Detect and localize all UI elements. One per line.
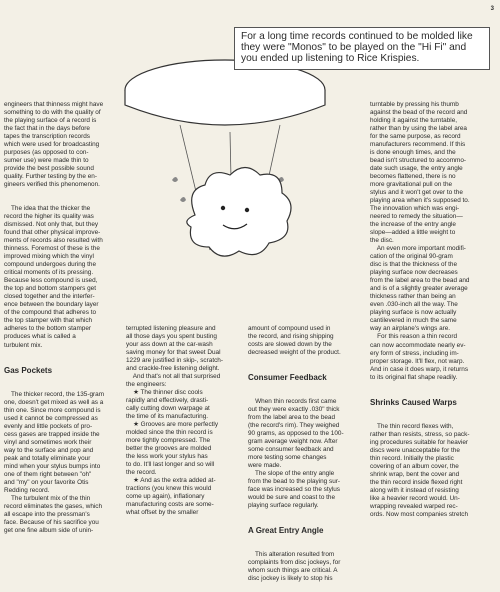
text-line: to do. It'll last longer and so will [126,461,215,469]
text-line: the thin record inside flexed right [370,478,463,486]
text-line: The thicker record, the 135-gram [4,390,105,398]
text-line: For this reason a thin record [370,333,458,341]
text-line: peak and totally eliminate your [4,454,91,462]
illustration-caption [234,27,490,70]
text-line: ery form of stress, including im- [370,349,459,357]
text-line: turntable by pressing his thumb [370,101,459,109]
text-line: decreased weight of the product. [248,349,341,357]
text-line: the top and bottom stampers get [4,285,97,293]
text-line: which were used for broadcasting [4,141,100,149]
text-line: slope—added a little weight to [370,229,456,237]
text-line: rapidly and effectively, drasti- [126,397,209,405]
column-2 [126,309,244,517]
text-line: ★ The thinner disc cools [126,389,203,397]
text-line: discs were unacceptable for the [370,446,460,454]
text-line: compound undergoes during the [4,261,97,269]
text-line: the fact that in the days before [4,125,90,133]
text-line: stylus and it won't get over to the [370,189,463,197]
text-line: to its original flat shape readily. [370,373,458,381]
text-line: The idea that the thicker the [4,205,91,213]
text-line: manufacturers recommend. If this [370,141,466,149]
text-line: thin record. Initially the plastic [370,454,454,462]
text-line: some consumer feedback and [248,446,334,454]
text-line: cally cutting down warpage at [126,405,210,413]
text-line: evenly and little pockets of pro- [4,422,93,430]
text-line: found that other physical improve- [4,229,101,237]
text-line: ★ Grooves are more perfectly [126,421,219,429]
text-line: all those days you spent busting [126,333,217,341]
text-line: cation of the original 90-gram [370,253,453,261]
text-line: one of them right between "oh" [4,470,92,478]
column-4 [370,85,496,518]
text-line: date such usage, the entry angle [370,165,463,173]
text-line: the time of its manufacturing. [126,413,209,421]
text-line: can now accommodate nearly ev- [370,341,466,349]
text-line: critical moments of its pressing. [4,269,94,277]
text-line: rather than by using the label area [370,125,467,133]
text-line: The thin record flexes with, [370,422,454,430]
text-line: thinness. Foremost of these is the [4,245,100,253]
text-line: and crackle-free listening delight. [126,365,220,373]
text-line: the less work your stylus has [126,453,208,461]
text-line: your ass down at the car-wash [126,341,213,349]
text-line: vinyl and sometimes work their [4,438,92,446]
text-line: dismissed. Not only that, but they [4,221,99,229]
text-line: amount of compound used in [248,325,331,333]
text-line: playing surface now decreases [370,269,458,277]
text-line: cess gases are trapped inside the [4,430,100,438]
text-line: and is of a slightly greater average [370,285,468,293]
text-line: And that's not all that surprised [126,373,221,381]
text-line: ★ And as the extra added at- [126,477,216,485]
text-line: molded since the thin record is [126,429,213,437]
text-line: face was increased so the stylus [248,486,340,494]
sweat-drop-3 [180,197,186,202]
text-line: tapes the transcription records [4,133,90,141]
text-line: And in case it does warp, it returns [370,365,469,373]
text-line: disc jockey is likely to stop his [248,575,333,583]
text-line: provide the best possible sound [4,165,94,173]
text-line: thickness rather than being an [370,293,456,301]
text-line: for the same purpose, as record [370,133,461,141]
text-line: wrapping revealed warped rec- [370,502,458,510]
text-line: were made. [248,462,282,470]
text-line: the record, and rising shipping [248,333,334,341]
text-line: 90 grams, as opposed to the 100- [248,430,344,438]
text-line: complaints from disc jockeys, for [248,559,341,567]
text-line: more gravitational pull on the [370,181,453,189]
text-line: the top stamper with that which [4,317,93,325]
blob-eye-left [221,206,225,210]
text-line: costs are slowed down by the [248,341,332,349]
text-line: all escape into the pressman's [4,510,90,518]
text-line: The slope of the entry angle [248,470,335,478]
text-line: saving money for that sweet Dual [126,349,221,357]
text-line: come up again), inflationary [126,493,205,501]
text-line: the disc. [370,237,394,245]
text-line: along with it instead of resisting [370,486,459,494]
column-3 [248,309,366,583]
text-line: tractions (you knew this would [126,485,212,493]
text-line: what offset by the smaller [126,509,199,517]
section-heading-consumer-feedback: Consumer Feedback [248,373,327,383]
text-line: 1229 are justified in skip-, scratch- [126,357,223,365]
text-line: from the label area to the bead and [370,277,470,285]
text-line: the record. [126,469,157,477]
text-line: way an airplane's wings are. [370,325,451,333]
text-line: and "my" on your favorite Otis [4,478,89,486]
text-line: whom such things are critical. A [248,567,338,575]
text-line: disc is that the thickness of the [370,261,458,269]
text-line: ence between the boundary layer [4,301,99,309]
text-line: ords. Now most companies stretch [370,510,469,518]
text-line: adheres to the bottom stamper [4,325,92,333]
text-line: like a heavier record would. Un- [370,494,460,502]
text-line: the engineers: [126,381,167,389]
blob-eye-right [245,208,249,212]
text-line: Redding record. [4,486,50,494]
text-line: playing surface regularly. [248,502,319,510]
text-line: terrupted listening pleasure and [126,325,216,333]
text-line: When thin records first came [248,398,337,406]
text-line: manufacturing costs are some- [126,501,214,509]
text-line: more testing some changes [248,454,327,462]
text-line: closed together and the interfer- [4,293,95,301]
text-line: playing area when it's supposed to. [370,197,470,205]
text-line: the playing surface of a record is [4,117,97,125]
text-line: gram average weight now. After [248,438,338,446]
text-line: better the grooves are molded [126,445,212,453]
puffed-blob [187,168,291,257]
text-line: of the compound that adheres to [4,309,97,317]
text-line: way to the surface and pop and [4,446,94,454]
text-line: rather than resists, stress, so pack- [370,430,470,438]
text-line: sumer use) were made thin to [4,157,89,165]
text-line: (the record's rim). They weighed [248,422,340,430]
text-line: from the label area to the bead [248,414,336,422]
text-line: ing procedures suitable for heavier [370,438,469,446]
text-line: quality. Further testing by the en- [4,173,97,181]
text-line: one, doesn't get mixed as well as a [4,398,104,406]
text-line: is done enough times, and the [370,149,456,157]
text-line: produces what is called a [4,333,76,341]
text-line: out they were exactly .030" thick [248,406,340,414]
column-1 [4,85,120,534]
text-line: ments of records also resulted with [4,237,103,245]
section-heading-entry-angle: A Great Entry Angle [248,526,324,536]
text-line: proper storage. It'll flex, not warp. [370,357,465,365]
page-number: 3 [490,6,494,12]
section-heading-shrinks-caused-warps: Shrinks Caused Warps [370,397,457,407]
text-line: against the bead of the record and [370,109,468,117]
text-line: This alteration resulted from [248,551,335,559]
text-line: cantilevered in much the same [370,317,457,325]
text-line: neered to remedy the situation— [370,213,463,221]
text-line: even .030-inch all the way. The [370,301,458,309]
text-line: used it cannot be compressed as [4,414,98,422]
text-line: more tightly compressed. The [126,437,211,445]
text-line: covering of an album cover, the [370,462,459,470]
text-line: engineers that thinness might have [4,101,104,109]
text-line: shrink wrap, bent the cover and [370,470,460,478]
text-line: Because less compound is used, [4,277,98,285]
text-line: The turbulent mix of the thin [4,494,91,502]
text-line: get one fine album side of unin- [4,526,94,534]
text-line: An even more important modifi- [370,245,466,253]
text-line: holding it against the turntable, [370,117,458,125]
text-line: would be sure and coast to the [248,494,336,502]
text-line: from the bead to the playing sur- [248,478,341,486]
text-line: mind when your stylus bumps into [4,462,101,470]
text-line: face. Because of his sacrifice you [4,518,99,526]
text-line: The innovation which was engi- [370,205,460,213]
text-line: playing surface is now actually [370,309,457,317]
text-line: something to do with the quality of [4,109,101,117]
text-line: turbulent mix. [4,341,43,349]
text-line: purposes (as opposed to con- [4,149,89,157]
text-line: bead isn't structured to accommo- [370,157,467,165]
text-line: record eliminates the gases, which [4,502,103,510]
text-line: thin one. Since more compound is [4,406,101,414]
sweat-drop-1 [172,177,178,182]
caption-text: For a long time records continued to be molded like they were "Monos" to be played on the "Hi Fi" and you ended up listening to Rice Krispies. [241,31,473,65]
text-line: improved mixing which the vinyl [4,253,94,261]
text-line: record the higher its quality was [4,213,94,221]
text-line: gineers verified this phenomenon. [4,181,100,189]
section-heading-gas-pockets: Gas Pockets [4,365,53,375]
text-line: becomes flattened, there is no [370,173,456,181]
record-disc-rim [125,90,325,125]
text-line: the increase of the entry angle [370,221,456,229]
